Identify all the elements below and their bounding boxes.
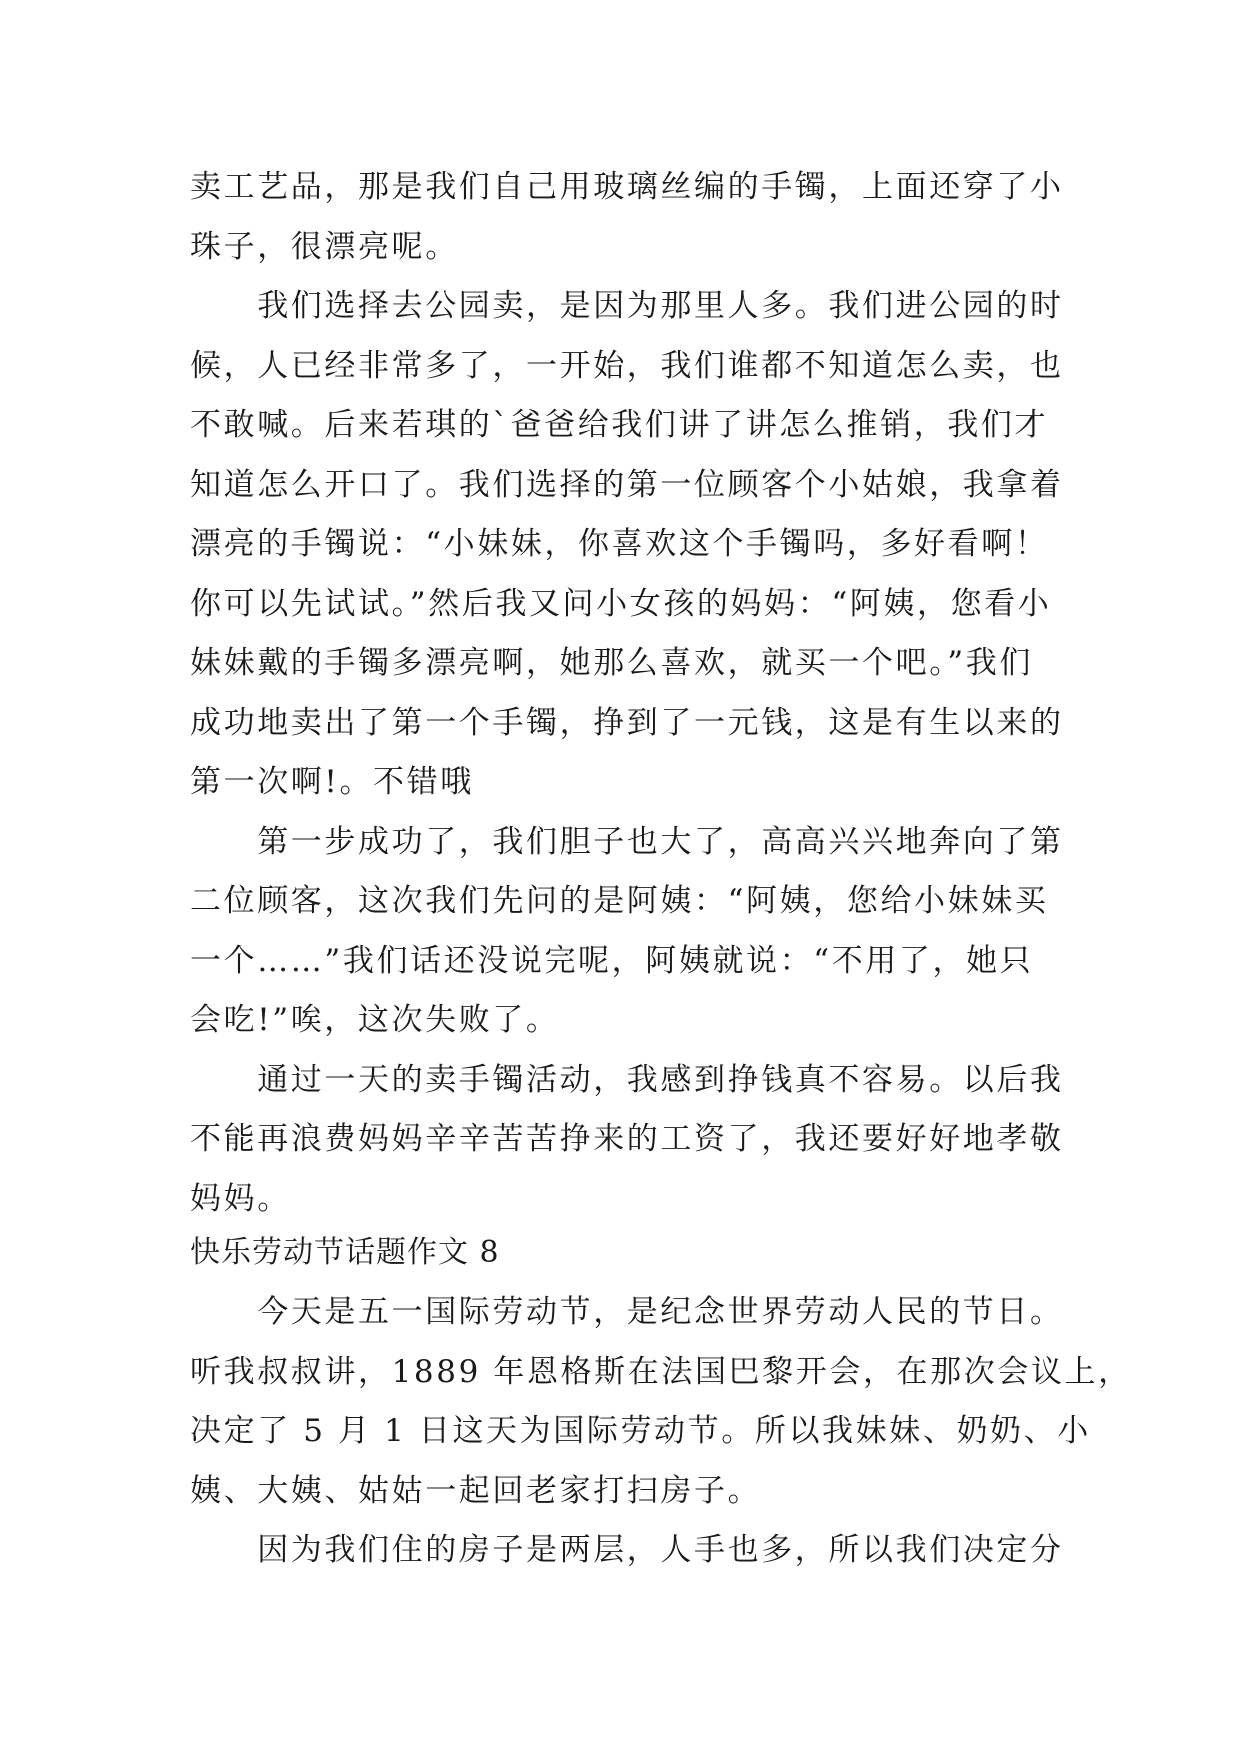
text-line: 妹妹戴的手镯多漂亮啊，她那么喜欢，就买一个吧。”我们 <box>190 645 1033 681</box>
text-line: 妈妈。 <box>190 1180 291 1217</box>
text-line: 我们选择去公园卖，是因为那里人多。我们进公园的时 <box>190 288 1064 324</box>
document-body <box>190 158 1132 1581</box>
text-line: 听我叔叔讲，1889 年恩格斯在法国巴黎开会，在那次会议上， <box>190 1353 1132 1390</box>
text-line: 你可以先试试。”然后我又问小女孩的妈妈：“阿姨，您看小 <box>190 585 1052 622</box>
text-line: 今天是五一国际劳动节，是纪念世界劳动人民的节日。 <box>190 1294 1064 1330</box>
section-heading: 快乐劳动节话题作文 8 <box>190 1235 500 1270</box>
text-line: 通过一天的卖手镯活动，我感到挣钱真不容易。以后我 <box>190 1061 1064 1098</box>
text-line: 会吃!”唉，这次失败了。 <box>190 1002 560 1038</box>
text-line: 不敢喊。后来若琪的`爸爸给我们讲了讲怎么推销，我们才 <box>190 407 1049 443</box>
text-line: 因为我们住的房子是两层，人手也多，所以我们决定分 <box>190 1532 1064 1568</box>
text-line: 第一次啊!。不错哦 <box>190 764 474 800</box>
text-line: 第一步成功了，我们胆子也大了，高高兴兴地奔向了第 <box>190 823 1064 860</box>
text-line: 卖工艺品，那是我们自己用玻璃丝编的手镯，上面还穿了小 <box>190 169 1064 205</box>
text-line: 珠子，很漂亮呢。 <box>190 228 459 265</box>
text-line: 二位顾客，这次我们先问的是阿姨：“阿姨，您给小妹妹买 <box>190 883 1049 919</box>
text-line: 姨、大姨、姑姑一起回老家打扫房子。 <box>190 1472 762 1509</box>
text-line: 漂亮的手镯说：“小妹妹，你喜欢这个手镯吗，多好看啊！ <box>190 526 1049 562</box>
text-line: 成功地卖出了第一个手镯，挣到了一元钱，这是有生以来的 <box>190 704 1064 741</box>
text-line: 一个……”我们话还没说完呢，阿姨就说：“不用了，她只 <box>190 942 1034 979</box>
text-line: 不能再浪费妈妈辛辛苦苦挣来的工资了，我还要好好地孝敬 <box>190 1121 1064 1157</box>
text-line: 决定了 5 月 1 日这天为国际劳动节。所以我妹妹、奶奶、小 <box>190 1413 1091 1449</box>
text-line: 知道怎么开口了。我们选择的第一位顾客个小姑娘，我拿着 <box>190 466 1064 503</box>
text-line: 候，人已经非常多了，一开始，我们谁都不知道怎么卖，也 <box>190 347 1064 384</box>
